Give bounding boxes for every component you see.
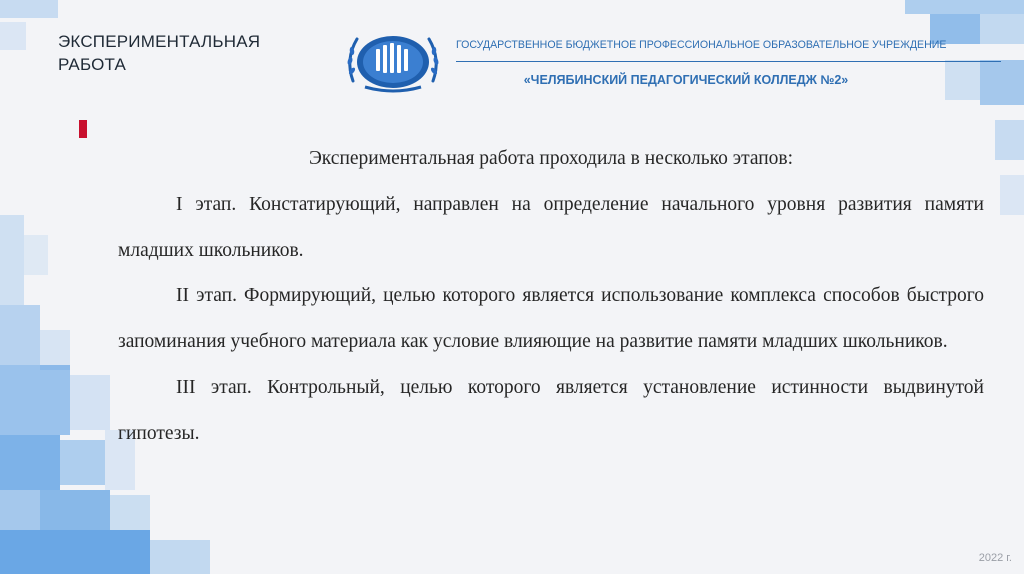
header-divider: [456, 61, 1001, 62]
slide-year: 2022 г.: [978, 552, 1012, 564]
slide-title: [58, 30, 318, 76]
slide-title-line: ЭКСПЕРИМЕНТАЛЬНАЯ: [58, 32, 261, 51]
accent-marker: [79, 120, 87, 138]
stage-paragraph: II этап. Формирующий, целью которого является использование комплекса способов быстрого запоминания учебного материала как условие влияющие на развитие памяти младших школьников.: [118, 285, 984, 353]
stage-paragraph: I этап. Констатирующий, направлен на определение начального уровня развития памяти младших школьников.: [118, 193, 984, 261]
college-emblem-icon: [343, 31, 443, 97]
organization-name: «ЧЕЛЯБИНСКИЙ ПЕДАГОГИЧЕСКИЙ КОЛЛЕДЖ №2»: [523, 73, 849, 87]
content-heading: Экспериментальная работа проходила в несколько этапов:: [308, 148, 794, 169]
slide-title-line: РАБОТА: [58, 55, 127, 74]
stage-paragraph: III этап. Контрольный, целью которого является установление истинности выдвинутой гипотезы.: [118, 376, 984, 444]
slide-content: [118, 136, 984, 457]
organization-type: ГОСУДАРСТВЕННОЕ БЮДЖЕТНОЕ ПРОФЕССИОНАЛЬНОЕ ОБРАЗОВАТЕЛЬНОЕ УЧРЕЖДЕНИЕ: [456, 39, 947, 51]
